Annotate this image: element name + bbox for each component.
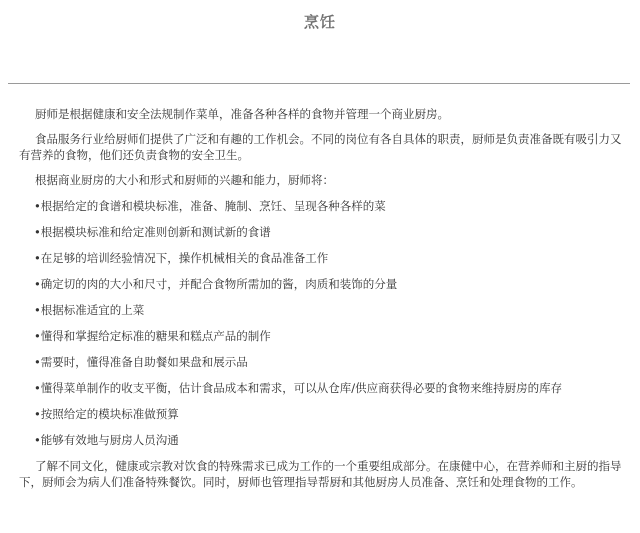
list-item: •根据模块标准和给定准则创新和测试新的食谱 <box>34 225 271 239</box>
list-item: •根据标准适宜的上菜 <box>34 303 145 317</box>
list-item: •根据给定的食谱和模块标准，准备、腌制、烹饪、呈现各种各样的菜 <box>34 199 386 213</box>
list-item: •确定切的肉的大小和尺寸，并配合食物所需加的酱，肉质和装饰的分量 <box>34 277 398 291</box>
closing-paragraph: 了解不同文化，健康或宗教对饮食的特殊需求已成为工作的一个重要组成部分。在康健中心，在营养师和主厨的指导下，厨师会为病人们准备特殊餐饮。同时，厨师也管理指导帮厨和其他厨房人员准备、烹饪和处理食物的工作。 <box>19 459 622 489</box>
title-divider <box>8 83 630 84</box>
duties-intro-paragraph: 根据商业厨房的大小和形式和厨师的兴趣和能力，厨师将： <box>35 173 334 187</box>
list-item: •按照给定的模块标准做预算 <box>34 407 179 421</box>
list-item: •懂得菜单制作的收支平衡，估计食品成本和需求，可以从仓库/供应商获得必要的食物来维持厨房的库存 <box>34 381 563 395</box>
article-body <box>19 106 625 490</box>
intro-paragraph: 厨师是根据健康和安全法规制作菜单，准备各种各样的食物并管理一个商业厨房。 <box>35 107 449 121</box>
page-title: 烹饪 <box>303 13 336 31</box>
list-item: •需要时，懂得准备自助餐如果盘和展示品 <box>34 355 248 369</box>
list-item: •能够有效地与厨房人员沟通 <box>34 433 179 447</box>
list-item: •在足够的培训经验情况下，操作机械相关的食品准备工作 <box>34 251 329 265</box>
opportunities-paragraph: 食品服务行业给厨师们提供了广泛和有趣的工作机会。不同的岗位有各自具体的职责，厨师是负责准备既有吸引力又有营养的食物，他们还负责食物的安全卫生。 <box>19 132 622 162</box>
list-item: •懂得和掌握给定标准的糖果和糕点产品的制作 <box>34 329 271 343</box>
duties-list <box>19 198 625 448</box>
